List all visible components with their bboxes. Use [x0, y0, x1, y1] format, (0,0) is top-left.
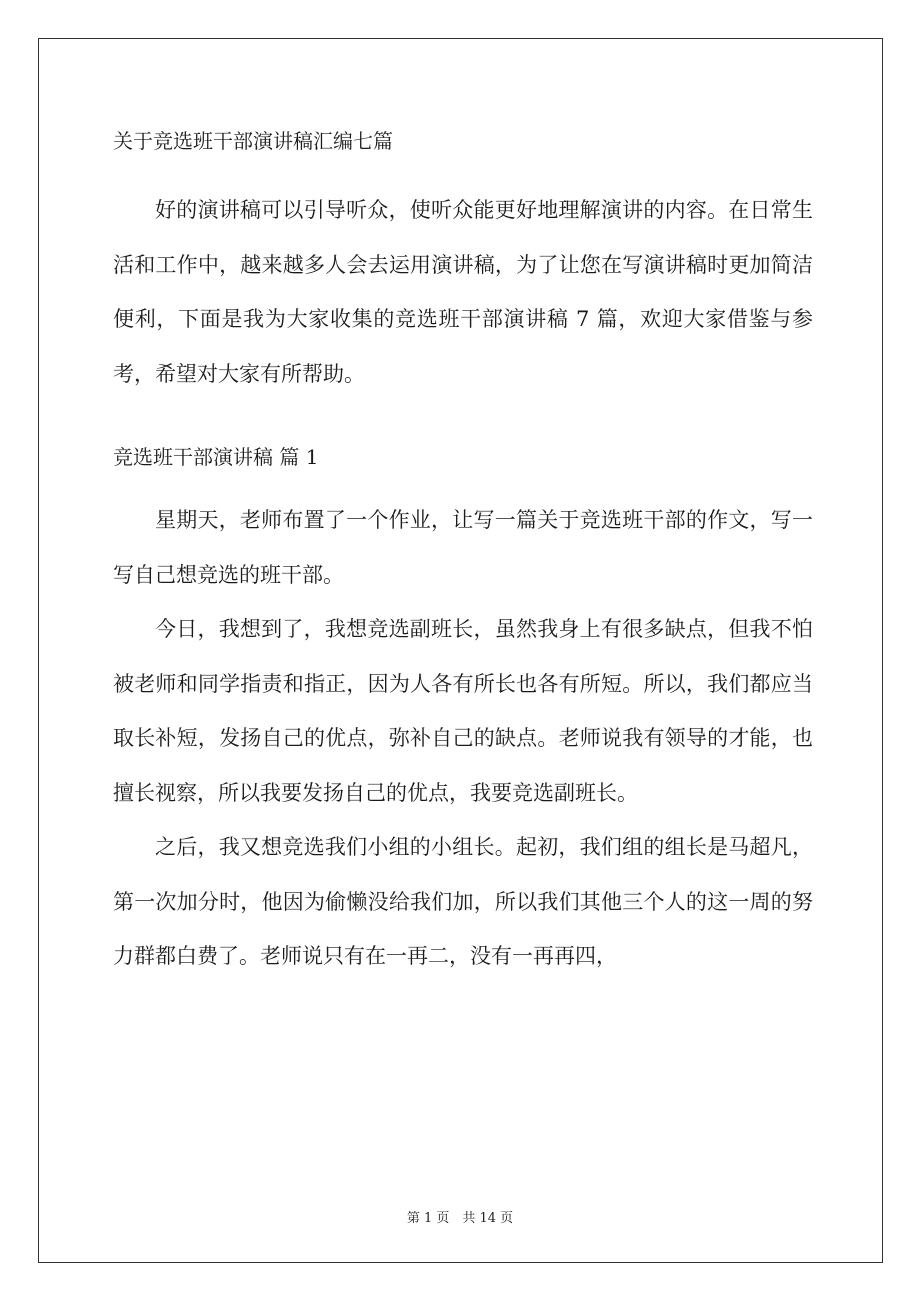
document-title: 关于竞选班干部演讲稿汇编七篇	[113, 129, 393, 153]
body-paragraph: 星期天，老师布置了一个作业，让写一篇关于竞选班干部的作文，写一写自己想竞选的班干部。	[113, 508, 813, 587]
intro-paragraph: 好的演讲稿可以引导听众，使听众能更好地理解演讲的内容。在日常生活和工作中，越来越多人会去运用演讲稿，为了让您在写演讲稿时更加简洁便利，下面是我为大家收集的竞选班干部演讲稿 7 篇，欢迎大家借鉴与参考，希望对大家有所帮助。	[113, 198, 813, 386]
section-heading: 竞选班干部演讲稿 篇 1	[113, 445, 319, 469]
document-body	[113, 125, 813, 984]
body-paragraph: 之后，我又想竞选我们小组的小组长。起初，我们组的组长是马超凡，第一次加分时，他因为偷懒没给我们加，所以我们其他三个人的这一周的努力群都白费了。老师说只有在一再二，没有一再再四，	[113, 835, 813, 968]
body-paragraph: 今日，我想到了，我想竞选副班长，虽然我身上有很多缺点，但我不怕被老师和同学指责和指正，因为人各有所长也各有所短。所以，我们都应当取长补短，发扬自己的优点，弥补自己的缺点。老师说我有领导的才能，也擅长视察，所以我要发扬自己的优点，我要竞选副班长。	[113, 617, 813, 805]
page-number-footer: 第 1 页 共 14 页	[406, 1211, 514, 1226]
